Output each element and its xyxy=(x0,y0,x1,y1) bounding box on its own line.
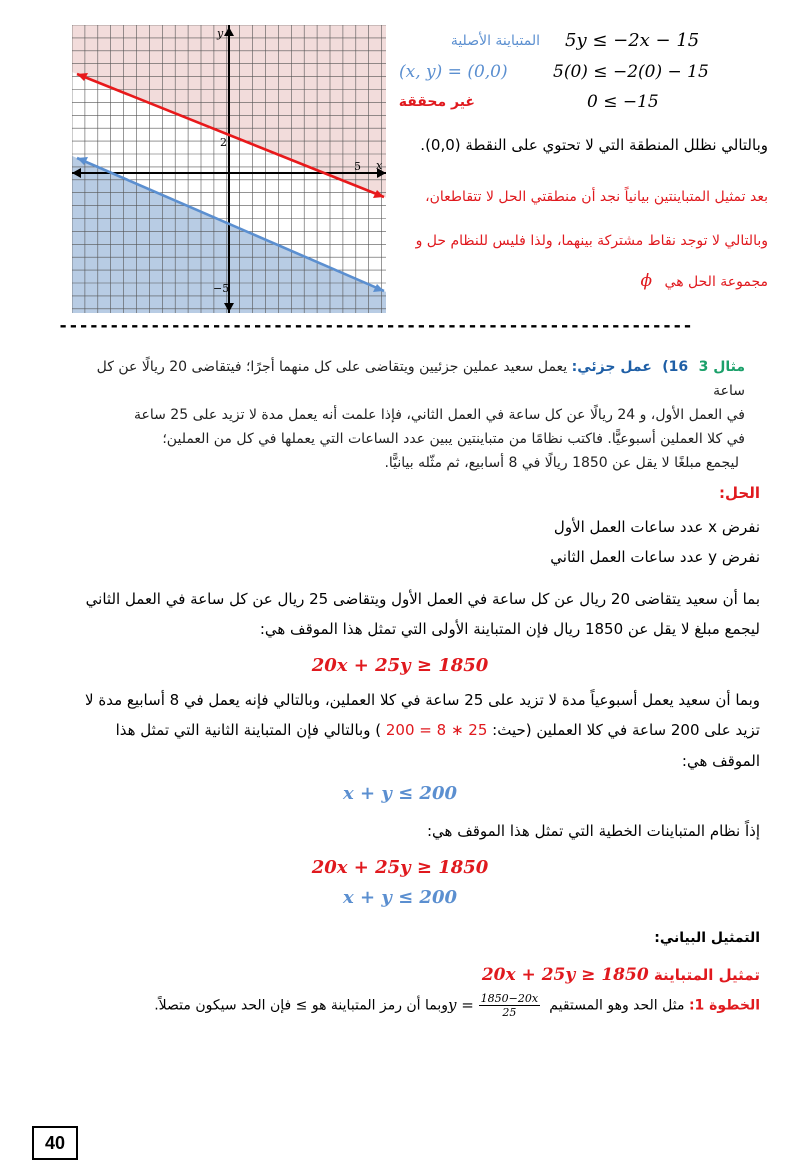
graph-heading: التمثيل البياني: xyxy=(654,930,760,946)
inequality-1: 20x + 25y ≥ 1850 xyxy=(311,655,489,676)
example-line2: في العمل الأول، و 24 ريالًا عن كل ساعة في العمل الثاني، فإذا علمت أنه يعمل مدة لا تزيد على 25 ساعة xyxy=(133,407,745,423)
original-inequality-label: المتباينة الأصلية xyxy=(450,33,540,49)
substituted-inequality: 5(0) ≤ −2(0) − 15 xyxy=(553,62,709,82)
shading-conclusion: وبالتالي نظلل المنطقة التي لا تحتوي على النقطة (0,0). xyxy=(420,136,768,154)
step1-label: الخطوة 1: xyxy=(688,997,760,1014)
system-intro: إذاً نظام المتباينات الخطية التي تمثل هذا الموقف هي: xyxy=(427,822,760,840)
example-title: عمل جزئي: xyxy=(571,359,652,375)
para2-line3: الموقف هي: xyxy=(681,752,760,770)
graph-svg xyxy=(72,25,386,313)
y-axis-label: y xyxy=(217,27,224,40)
no-solution-line1: بعد تمثيل المتباينتين بيانياً نجد أن منطقتي الحل لا تتقاطعان، xyxy=(425,189,768,205)
assume-x: نفرض x عدد ساعات العمل الأول xyxy=(553,518,760,536)
example-line4: ليجمع مبلغًا لا يقل عن 1850 ريالًا في 8 أسابيع، ثم مثّله بيانيًّا. xyxy=(384,455,739,471)
inequality-2: x + y ≤ 200 xyxy=(343,783,457,804)
para2-line2: تزيد على 200 ساعة في كلا العملين (حيث: 25 ∗ 8 = 200 ) وبالتالي فإن المتباينة الثانية التي تمثل هذا xyxy=(115,721,760,739)
empty-set-symbol: ϕ xyxy=(640,271,653,291)
system-inequality-2: x + y ≤ 200 xyxy=(343,887,457,908)
example-number: 16) xyxy=(662,359,689,375)
calc-200: 25 ∗ 8 = 200 xyxy=(385,721,488,739)
test-point-label: (x, y) = (0,0) xyxy=(399,62,508,82)
graph-inequality-heading: تمثيل المتباينة 20x + 25y ≥ 1850 xyxy=(481,965,760,985)
example-line1: مثال 3 16) عمل جزئي: يعمل سعيد عملين جزئيين ويتقاضى على كل منهما أجرًا؛ فيتقاضى 20 ريالًا عن كل ساعة xyxy=(96,359,745,399)
para1-line1: بما أن سعيد يتقاضى 20 ريال عن كل ساعة في العمل الأول ويتقاضى 25 ريال عن كل ساعة في العمل الثاني xyxy=(85,590,760,608)
tick-y-2: 2 xyxy=(220,136,227,149)
step1: الخطوة 1: مثل الحد وهو المستقيم y = $\frac{1850-20x}{25}$ وبما أن رمز المتباينة هو ≥ فإن الحد سيكون متصلاً. xyxy=(154,992,760,1019)
separator: -------------------------------------------------------------- xyxy=(58,316,693,336)
example-problem xyxy=(70,355,745,475)
solution-heading: الحل: xyxy=(719,484,760,502)
inequality-graph xyxy=(72,25,386,317)
tick-x-5: 5 xyxy=(354,160,361,173)
page-number: 40 xyxy=(32,1126,78,1160)
assume-y: نفرض y عدد ساعات العمل الثاني xyxy=(550,548,760,566)
result-inequality: 0 ≤ −15 xyxy=(587,92,659,112)
not-satisfied-label: غير محققة xyxy=(398,94,475,110)
original-inequality: 5y ≤ −2x − 15 xyxy=(565,30,700,51)
step1-formula: y = $\frac{1850-20x}{25}$ xyxy=(448,992,539,1019)
example-line3: في كلا العملين أسبوعيًّا. فاكتب نظامًا من متباينتين يبين عدد الساعات التي يعملها في كل من العملين؛ xyxy=(162,431,745,447)
para1-line2: ليجمع مبلغ لا يقل عن 1850 ريال فإن المتباينة الأولى التي تمثل هذا الموقف هي: xyxy=(259,620,760,638)
no-solution-line3: مجموعة الحل هي ϕ xyxy=(640,271,768,291)
tick-y-neg5: −5 xyxy=(213,282,230,295)
no-solution-line2: وبالتالي لا توجد نقاط مشتركة بينهما، ولذا فليس للنظام حل و xyxy=(415,233,768,249)
system-inequality-1: 20x + 25y ≥ 1850 xyxy=(311,857,489,878)
example-label: مثال 3 xyxy=(698,359,745,375)
para2-line1: وبما أن سعيد يعمل أسبوعياً مدة لا تزيد على 25 ساعة في كلا العملين، وبالتالي فإنه يعمل في 8 أسابيع مدة لا xyxy=(85,691,760,709)
x-axis-label: x xyxy=(376,159,383,172)
